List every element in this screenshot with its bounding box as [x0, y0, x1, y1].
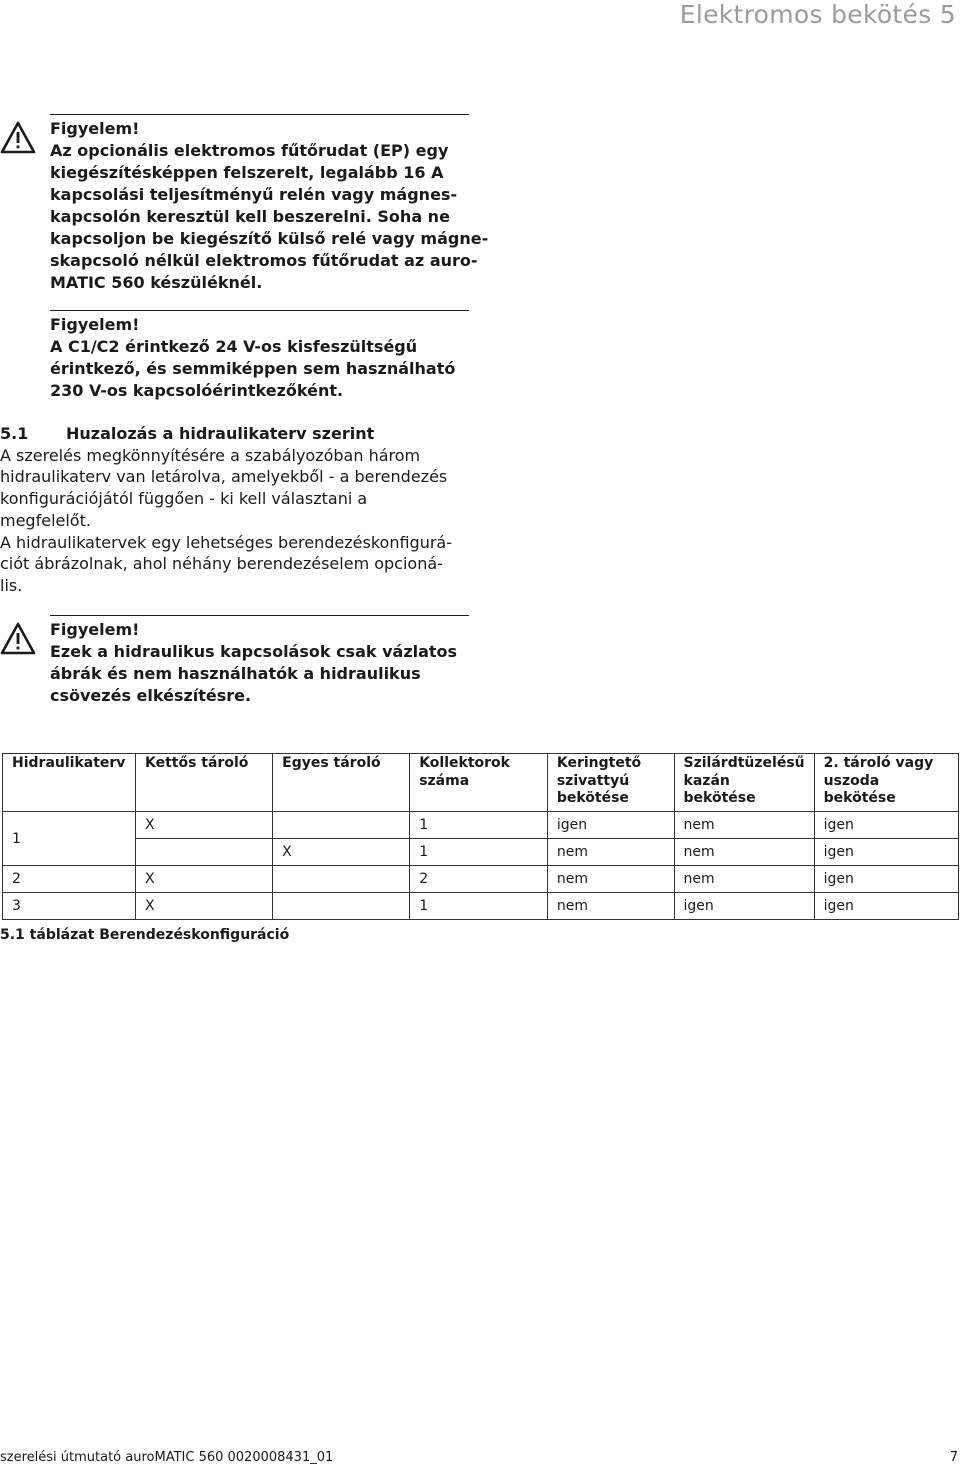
table-cell: X [135, 893, 272, 920]
body-text-line: konfigurációjától függően - ki kell választani a [0, 489, 368, 509]
warning-divider [50, 114, 469, 115]
configuration-table [2, 753, 959, 920]
warning-title: Figyelem! [50, 620, 140, 639]
warning-text-line: MATIC 560 készüléknél. [50, 273, 263, 292]
table-cell: 1 [410, 893, 548, 920]
table-cell: 2 [3, 866, 136, 893]
section-title: Huzalozás a hidraulikaterv szerint [66, 424, 375, 443]
table-header-cell: Egyes tároló [273, 754, 410, 812]
warning-text-line: skapcsoló nélkül elektromos fűtőrudat az auro- [50, 251, 478, 270]
table-cell: nem [547, 839, 674, 866]
warning-divider [50, 310, 469, 311]
table-cell: X [273, 839, 410, 866]
warning-text-line: csövezés elkészítésre. [50, 686, 252, 705]
warning-text-line: érintkező, és semmiképpen sem használható [50, 359, 456, 378]
table-cell: igen [814, 812, 958, 839]
warning-text-line: Ezek a hidraulikus kapcsolások csak vázlatos [50, 642, 458, 661]
warning-text-line: ábrák és nem használhatók a hidraulikus [50, 664, 421, 683]
warning-title: Figyelem! [50, 119, 140, 138]
table-header-cell: Keringtető szivattyú bekötése [547, 754, 674, 812]
table-header-cell: Hidraulikaterv [3, 754, 136, 812]
footer-page-number: 7 [949, 1450, 958, 1465]
warning-divider [50, 615, 469, 616]
table-cell: igen [814, 839, 958, 866]
table-cell: X [135, 812, 272, 839]
table-cell [273, 866, 410, 893]
table-row [3, 893, 959, 920]
section-number: 5.1 [0, 424, 29, 443]
page-header-title: Elektromos bekötés 5 [679, 0, 956, 29]
body-text-line: A szerelés megkönnyítésére a szabályozóban három [0, 445, 421, 465]
section-5-1 [0, 423, 475, 597]
table-cell: nem [547, 866, 674, 893]
table-header-cell: 2. tároló vagy uszoda bekötése [814, 754, 958, 812]
table-cell: igen [674, 893, 814, 920]
warning-block-2 [50, 314, 475, 402]
table-header-cell: Szilárdtüzelésű kazán bekötése [674, 754, 814, 812]
section-heading [0, 423, 475, 445]
table-cell: 3 [3, 893, 136, 920]
warning-triangle-icon [0, 622, 36, 656]
warning-text-line: kiegészítésképpen felszerelt, legalább 16 A [50, 163, 444, 182]
table-cell: 1 [410, 812, 548, 839]
body-text-line: hidraulikaterv van letárolva, amelyekből - a berendezés [0, 467, 448, 487]
table-row [3, 812, 959, 839]
table-cell [273, 893, 410, 920]
table-cell: nem [674, 812, 814, 839]
table-row [3, 839, 959, 866]
table-cell: 1 [3, 812, 136, 866]
body-text-line: megfelelőt. [0, 510, 91, 530]
warning-block-3 [50, 619, 475, 707]
table-cell: igen [814, 893, 958, 920]
table-header-row [3, 754, 959, 812]
table-cell: nem [674, 839, 814, 866]
table-header-cell: Kollektorok száma [410, 754, 548, 812]
table-cell: 2 [410, 866, 548, 893]
table-cell: nem [674, 866, 814, 893]
table-cell: nem [547, 893, 674, 920]
table-cell [273, 812, 410, 839]
warning-text-line: kapcsolási teljesítményű relén vagy mágnes- [50, 185, 458, 204]
warning-text-line: A C1/C2 érintkező 24 V-os kisfeszültségű [50, 337, 418, 356]
footer-document-info: szerelési útmutató auroMATIC 560 0020008431_01 [0, 1450, 334, 1465]
warning-block-1 [50, 118, 489, 294]
body-text-line: ciót ábrázolnak, ahol néhány berendezéselem opcioná- [0, 554, 443, 574]
table-cell: X [135, 866, 272, 893]
table-cell [135, 839, 272, 866]
warning-title: Figyelem! [50, 315, 140, 334]
table-cell: 1 [410, 839, 548, 866]
table-row [3, 866, 959, 893]
warning-text-line: kapcsolón keresztül kell beszerelni. Soha ne [50, 207, 450, 226]
warning-triangle-icon [0, 121, 36, 155]
body-text-line: lis. [0, 575, 23, 595]
table-cell: igen [814, 866, 958, 893]
warning-text-line: kapcsoljon be kiegészítő külső relé vagy mágne- [50, 229, 489, 248]
warning-text-line: Az opcionális elektromos fűtőrudat (EP) egy [50, 141, 449, 160]
table-cell: igen [547, 812, 674, 839]
table-caption: 5.1 táblázat Berendezéskonfiguráció [0, 927, 290, 943]
table-header-cell: Kettős tároló [135, 754, 272, 812]
body-text-line: A hidraulikatervek egy lehetséges berendezéskonfigurá- [0, 532, 452, 552]
warning-text-line: 230 V-os kapcsolóérintkezőként. [50, 381, 344, 400]
